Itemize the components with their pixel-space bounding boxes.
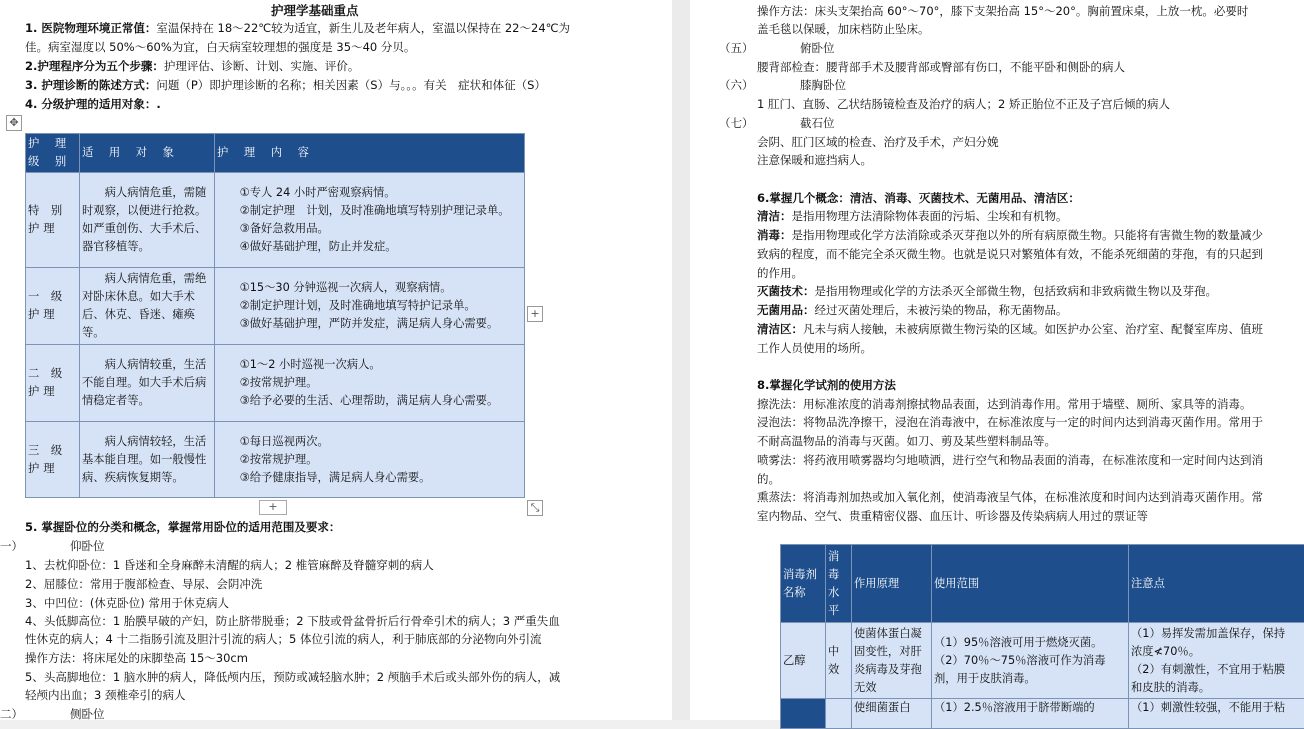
table-row (26, 422, 525, 498)
method-line: 喷雾法：将药液用喷雾器均匀地喷洒，进行空气和物品表面的消毒，在标准浓度和一定时间内达到消 (757, 451, 1263, 469)
cell-content: ①1～2 小时巡视一次病人。 ②按常规护理。 ③给予必要的生活、心理帮助，满足病人身心需要。 (215, 345, 525, 422)
section-5-sub-1-title: 仰卧位 (70, 537, 105, 555)
header-content: 护 理 内 容 (215, 134, 525, 173)
section-2-body: 护理评估、诊断、计划、实施、评价。 (164, 59, 360, 73)
concept-disinfect (757, 226, 1263, 244)
section-5-line: 轻颅内出血；3 颈椎牵引的病人 (25, 686, 185, 704)
concept-label: 灭菌技术： (757, 284, 815, 298)
section-1-heading: 1. 医院物理环境正常值： (25, 21, 156, 35)
cell-target: 病人病情较重，生活不能自理。如大手术后病情稳定者等。 (80, 345, 215, 422)
cell-content: ①专人 24 小时严密观察病情。 ②制定护理 计划，及时准确地填写特别护理记录单。 ③备好急救用品。 ④做好基础护理，防止并发症。 (215, 173, 525, 268)
table-move-handle-icon[interactable]: ✥ (6, 115, 22, 131)
cell-range: （1）95％溶液可用于燃烧灭菌。 （2）70％～75％溶液可作为消毒剂，用于皮肤消毒。 (932, 623, 1129, 699)
section-5-sub-2-title: 侧卧位 (70, 705, 105, 720)
cell-notes: （1）刺激性较强，不能用于粘 (1129, 699, 1304, 729)
section-5-sub-1-number: 一） (0, 537, 23, 555)
table-row (781, 699, 1304, 729)
table-header-row (26, 134, 525, 173)
cell-level: 特 别 护理 (26, 173, 80, 268)
header-notes: 注意点 (1129, 545, 1304, 623)
section-3-heading: 3. 护理诊断的陈述方式： (25, 78, 156, 92)
section-5-sub-2-number: 二） (0, 705, 23, 720)
table-row (26, 268, 525, 345)
add-column-plus-icon[interactable]: + (527, 306, 543, 322)
right-line: 腰背部检查：腰背部手术及腰背部或臀部有伤口，不能平卧和侧卧的病人 (757, 58, 1125, 76)
section-1-body: 室温保持在 18～22℃较为适宜，新生儿及老年病人，室温以保持在 22～24℃为 (156, 21, 570, 35)
cell-level (826, 699, 852, 729)
section-5-line: 4、头低脚高位：1 胎膜早破的产妇，防止脐带脱垂；2 下肢或骨盆骨折后行骨牵引术的病人；3 严重失血 (25, 612, 560, 630)
cell-content: ①15～30 分钟巡视一次病人，观察病情。 ②制定护理计划，及时准确地填写特护记录单。 ③做好基础护理，严防并发症，满足病人身心需要。 (215, 268, 525, 345)
header-target: 适 用 对 象 (80, 134, 215, 173)
right-line: 会阴、肛门区域的检查、治疗及手术，产妇分娩 (757, 133, 999, 151)
section-6-heading: 6.掌握几个概念：清洁、消毒、灭菌技术、无菌用品、清洁区： (757, 189, 1080, 207)
concept-line: 致病的程度，而不能完全杀灭微生物。也就是说只对繁殖体有效，不能杀死细菌的芽孢，有的只起到 (757, 245, 1263, 263)
table-row (26, 173, 525, 268)
concept-clean-zone (757, 320, 1263, 338)
section-5-line: 5、头高脚地位：1 脑水肿的病人，降低颅内压，预防或减轻脑水肿；2 颅脑手术后或头部外伤的病人，减 (25, 668, 560, 686)
concept-label: 无菌用品： (757, 303, 815, 317)
section-8-heading: 8.掌握化学试剂的使用方法 (757, 376, 896, 394)
page-title: 护理学基础重点 (271, 2, 359, 20)
cell-notes: （1）易挥发需加盖保存，保持 浓度≮70％。 （2）有刺激性，不宜用于粘膜 和皮肤的消毒。 (1129, 623, 1304, 699)
concept-label: 清洁区： (757, 322, 803, 336)
add-row-plus-icon[interactable]: + (259, 500, 287, 515)
right-sub-number: （五） (719, 39, 754, 57)
section-2-heading: 2.护理程序分为五个步骤： (25, 59, 164, 73)
right-sub-title: 俯卧位 (800, 39, 835, 57)
cell-target: 病人病情危重，需绝对卧床休息。如大手术后、休克、昏迷、瘫痪等。 (80, 268, 215, 345)
method-line: 的。 (757, 470, 780, 488)
cell-name: 乙醇 (781, 623, 826, 699)
concept-text: 是指用物理方法清除物体表面的污垢、尘埃和有机物。 (792, 209, 1068, 223)
concept-line: 的作用。 (757, 264, 803, 282)
header-level: 消毒水平 (826, 545, 852, 623)
method-line: 不耐高温物品的消毒与灭菌。如刀、剪及某些塑料制品等。 (757, 432, 1056, 450)
page-gutter (672, 0, 690, 720)
section-1-line-1 (25, 19, 570, 37)
method-line: 室内物品、空气、贵重精密仪器、血压计、听诊器及传染病病人用过的票证等 (757, 507, 1148, 525)
cell-content: ①每日巡视两次。 ②按常规护理。 ③给予健康指导，满足病人身心需要。 (215, 422, 525, 498)
concept-text: 凡未与病人接触，未被病原微生物污染的区域。如医护办公室、治疗室、配餐室库房、值班 (803, 322, 1263, 336)
right-line: 1 肛门、直肠、乙状结肠镜检查及治疗的病人；2 矫正胎位不正及子宫后倾的病人 (757, 95, 1170, 113)
cell-target: 病人病情危重，需随时观察，以便进行抢救。如严重创伤、大手术后、器官移植等。 (80, 173, 215, 268)
concept-sterile-items (757, 301, 1068, 319)
concept-label: 消毒： (757, 228, 792, 242)
section-5-line: 性休克的病人；4 十二指肠引流及胆汁引流的病人；5 体位引流的病人，利于肺底部的分泌物向外引流 (25, 630, 541, 648)
method-line: 浸泡法：将物品洗净擦干，浸泡在消毒液中，在标准浓度与一定的时间内达到消毒灭菌作用。常用于 (757, 413, 1263, 431)
table-header-row (781, 545, 1304, 623)
cell-name (781, 699, 826, 729)
cell-principle: 使细菌蛋白 (852, 699, 932, 729)
method-line: 熏蒸法：将消毒剂加热或加入氧化剂，使消毒液呈气体，在标准浓度和时间内达到消毒灭菌作用。常 (757, 488, 1263, 506)
section-5-heading: 5. 掌握卧位的分类和概念，掌握常用卧位的适用范围及要求： (25, 518, 340, 536)
cell-target: 病人病情较轻，生活基本能自理。如一般慢性病、疾病恢复期等。 (80, 422, 215, 498)
section-5-line: 2、屈膝位：常用于腹部检查、导尿、会阴冲洗 (25, 575, 262, 593)
disinfectant-table (780, 544, 1304, 729)
right-line: 操作方法：床头支架抬高 60°～70°，膝下支架抬高 15°～20°。胸前置床桌，上放一枕。必要时 (757, 2, 1248, 20)
concept-label: 清洁： (757, 209, 792, 223)
table-row (26, 345, 525, 422)
table-row (781, 623, 1304, 699)
table-resize-handle-icon[interactable]: ⤡ (527, 500, 543, 516)
cell-level: 三 级 护理 (26, 422, 80, 498)
concept-sterilize (757, 282, 1217, 300)
section-3-body: 问题（P）即护理诊断的名称；相关因素（S）与。。。有关 症状和体征（S） (156, 78, 546, 92)
right-line: 注意保暖和遮挡病人。 (757, 151, 872, 169)
section-5-line: 1、去枕仰卧位：1 昏迷和全身麻醉未清醒的病人；2 椎管麻醉及脊髓穿刺的病人 (25, 556, 434, 574)
cell-range: （1）2.5％溶液用于脐带断端的 (932, 699, 1129, 729)
right-sub-title: 截石位 (800, 114, 835, 132)
right-sub-title: 膝胸卧位 (800, 76, 846, 94)
header-principle: 作用原理 (852, 545, 932, 623)
section-1-line-2: 佳。病室湿度以 50%～60%为宜，白天病室较理想的强度是 35～40 分贝。 (25, 38, 415, 56)
section-3 (25, 76, 546, 94)
section-5-line: 3、中凹位：(休克卧位) 常用于休克病人 (25, 594, 229, 612)
method-line: 擦洗法：用标准浓度的消毒剂擦拭物品表面，达到消毒作用。常用于墙壁、厕所、家具等的消毒。 (757, 395, 1252, 413)
concept-line: 工作人员使用的场所。 (757, 339, 872, 357)
right-sub-number: （六） (719, 76, 754, 94)
cell-principle: 使菌体蛋白凝固变性，对肝炎病毒及芽孢无效 (852, 623, 932, 699)
header-range: 使用范围 (932, 545, 1129, 623)
section-2 (25, 57, 359, 75)
right-line: 盖毛毯以保暖，加床档防止坠床。 (757, 20, 930, 38)
header-level: 护 理 级 别 (26, 134, 80, 173)
cell-level: 一 级 护理 (26, 268, 80, 345)
concept-text: 经过灭菌处理后，未被污染的物品，称无菌物品。 (815, 303, 1068, 317)
concept-clean (757, 207, 1068, 225)
concept-text: 是指用物理或化学的方法杀灭全部微生物，包括致病和非致病微生物以及芽孢。 (815, 284, 1218, 298)
cell-level: 中效 (826, 623, 852, 699)
cell-level: 二 级 护理 (26, 345, 80, 422)
section-5-line: 操作方法：将床尾处的床脚垫高 15～30cm (25, 649, 248, 667)
nursing-level-table (25, 133, 525, 498)
concept-text: 是指用物理或化学方法消除或杀灭芽孢以外的所有病原微生物。只能将有害微生物的数量减少 (792, 228, 1264, 242)
section-4-heading: 4. 分级护理的适用对象：. (25, 95, 161, 113)
right-sub-number: （七） (719, 114, 754, 132)
header-name: 消毒剂名称 (781, 545, 826, 623)
